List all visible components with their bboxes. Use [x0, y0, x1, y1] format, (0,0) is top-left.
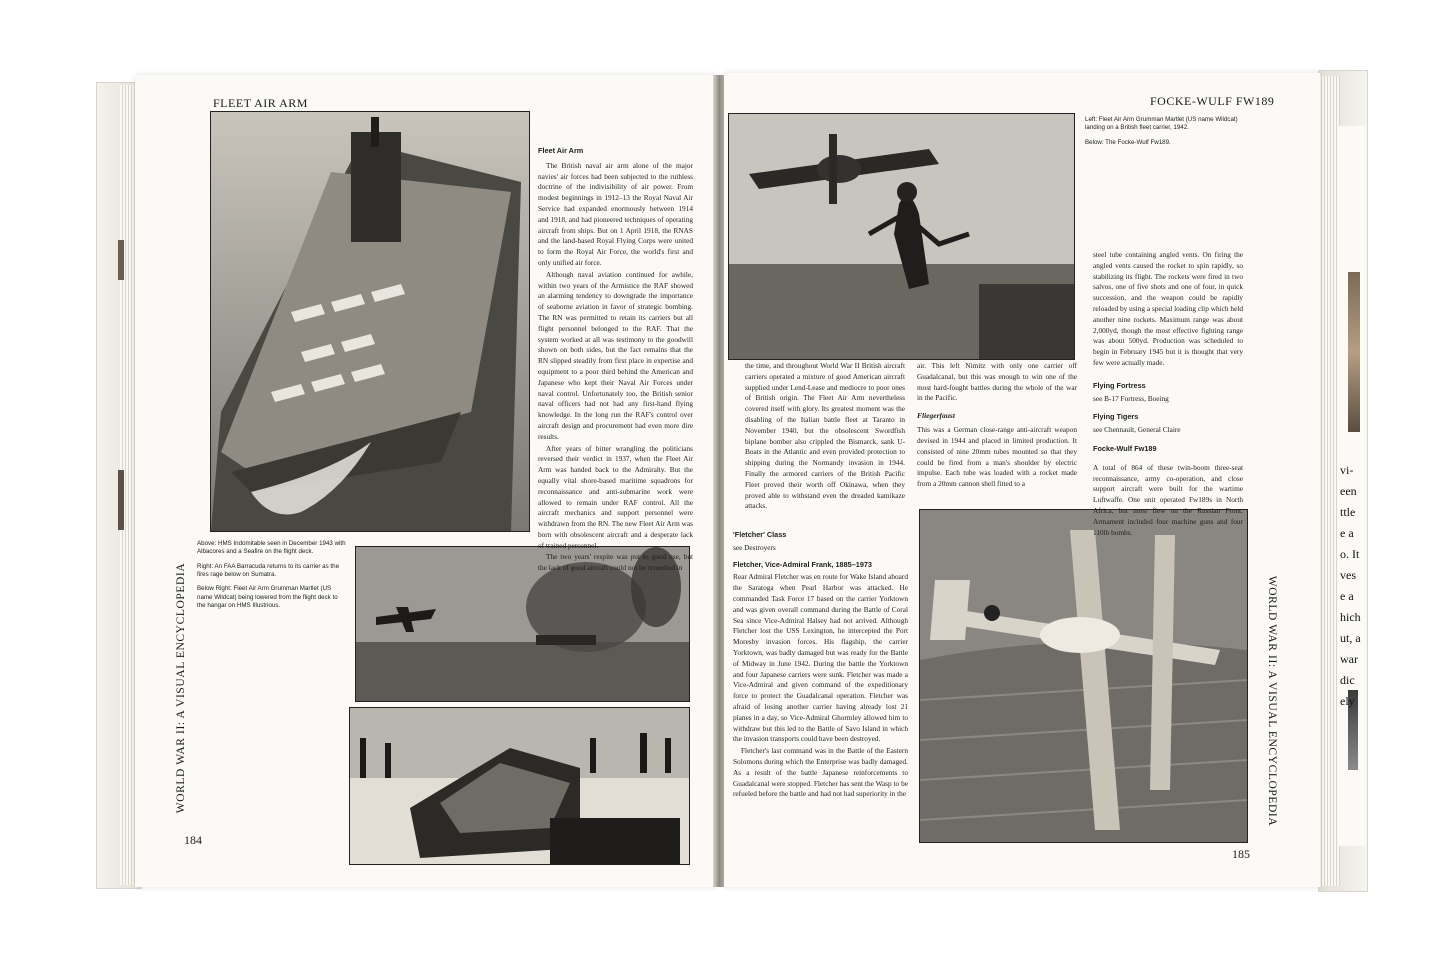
neighbor-text-fragment: e a	[1340, 589, 1354, 603]
caption-martlet-landing: Left: Fleet Air Arm Grumman Martlet (US name Wildcat) landing on a British fleet carrier, 1942.	[1085, 116, 1238, 132]
neighbor-text-fragment: ely	[1340, 694, 1355, 708]
paragraph: A total of 864 of these twin-boom three-seat reconnaissance, army co-operation, and close support aircraft were built for the wartime Luftwaffe. One unit operated Fw189s in North Africa, but most flew on the Russian Front. Armament included four machine guns and four 110lb bombs.	[1093, 462, 1243, 537]
paragraph: air. This left Nimitz with only one carrier off Guadalcanal, but this was enough to win one of the most hard-fought battles during the whole of the war in the Pacific.	[917, 361, 1077, 403]
left-captions	[197, 540, 347, 617]
neighbor-text-fragment: e a	[1340, 526, 1354, 540]
entry-heading-flying-tigers: Flying Tigers	[1093, 412, 1139, 422]
right-column-1-top	[745, 361, 905, 513]
neighbor-text-fragment: o. It	[1340, 547, 1360, 561]
paragraph: Fletcher's last command was in the Battle of the Eastern Solomons during which the Enterprise was badly damaged. As a result of the battle Japanese reinforcements to Guadalcanal were stopped. Fletcher has sent the Wasp to be refueled before the battle and had not had superiority in the	[733, 746, 908, 799]
entry-heading-fletcher-admiral: Fletcher, Vice-Admiral Frank, 1885–1973	[733, 559, 872, 569]
right-column-1-lower	[733, 522, 908, 801]
right-column-2-top	[917, 361, 1077, 491]
left-neighbor-strip-2	[118, 470, 124, 530]
martlet-lowered-photo-art	[350, 708, 689, 864]
paragraph: the time, and throughout World War II British aircraft carriers operated a mixture of good American aircraft supplied under Lend-Lease and mediocre to poor ones of British origin. The Fleet Air Arm nevertheless covered itself with glory. Its greatest moment was the disabling of the Italian battle fleet at Taranto in November 1940, but the obsolescent Swordfish biplane bomber also crippled the Bismarck, sank U-Boats in the Atlantic and even provided protection to shipping during the Normandy invasion in 1944. Finally the armored carriers of the British Pacific Fleet proved their worth off Okinawa, when they proved able to withstand even the dreaded kamikaze attacks.	[745, 361, 905, 511]
left-neighbor-strip	[118, 240, 124, 280]
right-running-head: FOCKE-WULF FW189	[1150, 94, 1275, 108]
neighbor-text-fragment: ut, a	[1340, 631, 1361, 645]
martlet-landing-photo-art	[729, 114, 1074, 359]
neighbor-text-fragment: war	[1340, 652, 1358, 666]
paragraph: This was a German close-range anti-aircraft weapon devised in 1944 and placed in limited production. It consisted of nine 20mm tubes mounted so that they could be fired from a man's shoulder by electric impulse. Each tube was loaded with a rocket made from a 20mm cannon shell fitted to a	[917, 425, 1077, 489]
neighbor-text-fragment: ves	[1340, 568, 1356, 582]
entry-heading-fletcher-class: 'Fletcher' Class	[733, 530, 787, 539]
focke-wulf-photo-art	[920, 510, 1247, 842]
photo-martlet-landing	[728, 113, 1075, 360]
carrier-photo-art	[211, 112, 529, 531]
right-page-number: 185	[1232, 847, 1250, 861]
photo-focke-wulf-fw189	[919, 509, 1248, 843]
left-text-column	[538, 144, 693, 575]
caption-indomitable: Above: HMS Indomitable seen in December 1943 with Albacores and a Seafire on the flight deck.	[197, 540, 346, 556]
entry-heading-flying-fortress: Flying Fortress	[1093, 380, 1146, 390]
caption-focke-wulf: Below: The Focke-Wulf Fw189.	[1085, 138, 1171, 146]
photo-martlet-lowered	[349, 707, 690, 865]
right-column-3	[1093, 250, 1243, 539]
entry-heading-fliegerfaust: Fliegerfaust	[917, 411, 955, 421]
paragraph: Rear Admiral Fletcher was en route for Wake Island aboard the Saratoga when Pearl Harbor was attacked. He commanded Task Force 17 based on the carrier Yorktown and was given overall command during the Battle of Coral Sea since Vice-Admiral Halsey had not arrived. Although Fletcher lost the USS Lexington, he intercepted the Port Moresby invasion forces. His flagship, the carrier Yorktown, was badly damaged but was ready for the Battle of Midway in June 1942. During the battle the Yorktown and four Japanese carriers were sunk. Fletcher was made a Vice-Admiral and given command of the expeditionary force to protect the Guadalcanal operation. Fletcher was afraid of losing another carrier having already lost 21 planes in a day, so Vice-Admiral Ghormley allowed him to withdraw but this led to the Battle of Savo Island in which the invasion transports could have been destroyed.	[733, 572, 908, 744]
see-reference: see Destroyers	[733, 542, 776, 552]
photo-hms-indomitable	[210, 111, 530, 532]
see-reference: see B-17 Fortress, Boeing	[1093, 393, 1169, 403]
neighbor-text-fragment: dic	[1340, 673, 1355, 687]
neighbor-photo-strip	[1348, 272, 1360, 432]
paragraph: After years of bitter wrangling the politicians reversed their verdict in 1937, when the Fleet Air Arm was handed back to the Admiralty. But the equally vital shore-based maritime squadrons for reconnaissance and anti-submarine work were allowed to remain under RAF control. All the aircraft mechanics and support personnel were withdrawn from the RN. The new Fleet Air Arm was born with obsolescent aircraft and a desperate lack of trained personnel.	[538, 443, 693, 550]
article-heading-fleet-air-arm: Fleet Air Arm	[538, 146, 584, 155]
caption-martlet-lowered: Below Right: Fleet Air Arm Grumman Martlet (US name Wildcat) being lowered from the flight deck to the hangar on HMS Illustrious.	[197, 585, 338, 610]
see-reference: see Chennault, General Claire	[1093, 425, 1181, 435]
left-vertical-title: WORLD WAR II: A VISUAL ENCYCLOPEDIA	[175, 562, 187, 814]
neighbor-text-fragment: ttle	[1340, 505, 1356, 519]
entry-heading-focke-wulf: Focke-Wulf Fw189	[1093, 443, 1157, 453]
neighbor-text-fragment: een	[1340, 484, 1357, 498]
paragraph: steel tube containing angled vents. On firing the angled vents caused the rocket to spin rapidly, so stabilizing its flight. The rockets were fired in two salvos, one of five shots and one of four, in quick succession, and the weapon could be rapidly reloaded by using a special loading clip which held another nine rockets. Maximum range was about 2,000yd, though the most effective fighting range was about 500yd. Production was scheduled to begin in February 1945 but it is thought that very few were actually made.	[1093, 250, 1243, 367]
caption-barracuda: Right: An FAA Barracuda returns to its carrier as the fires rage below on Sumatra.	[197, 562, 340, 579]
neighbor-page-text	[1340, 460, 1370, 712]
neighbor-text-fragment: vi-	[1340, 463, 1354, 477]
neighbor-text-fragment: hich	[1340, 610, 1361, 624]
page-stack-right	[1318, 76, 1340, 886]
paragraph: Although naval aviation continued for awhile, within two years of the Armistice the RAF showed an alarming tendency to downgrade the importance of seaborne aviation in favor of strategic bombing. The RN was permitted to retain its carriers but all flight personnel belonged to the RAF. That the system worked at all was testimony to the goodwill shown on both sides, but the fact remains that the RN slipped steadily from first place in expertise and equipment to a poor third behind the American and Japanese who kept their Naval Air Forces under naval control. Unfortunately too, the British senior naval officers had not had any first-hand flying knowledge. In the long run the RAF's control over aircraft design and procurement had even more dire results.	[538, 269, 693, 441]
left-page-number: 184	[184, 833, 202, 847]
right-captions	[1085, 116, 1245, 153]
paragraph: The British naval air arm alone of the major navies' air forces had been subjected to the ruthless doctrine of the indivisibility of air power. From modest beginnings in 1912–13 the Royal Naval Air Service had expanded enormously between 1914 and 1918, and had pioneered techniques of operating aircraft from ships. But on 1 April 1918, the RNAS and the land-based Royal Flying Corps were united to form the Royal Air Force, the world's first and only unified air force.	[538, 160, 693, 267]
right-vertical-title: WORLD WAR II: A VISUAL ENCYCLOPEDIA	[1266, 575, 1278, 827]
left-running-head: FLEET AIR ARM	[213, 96, 308, 110]
paragraph: The two years' respite was put to good use, but the lack of good aircraft could not be remedied in	[538, 552, 693, 573]
